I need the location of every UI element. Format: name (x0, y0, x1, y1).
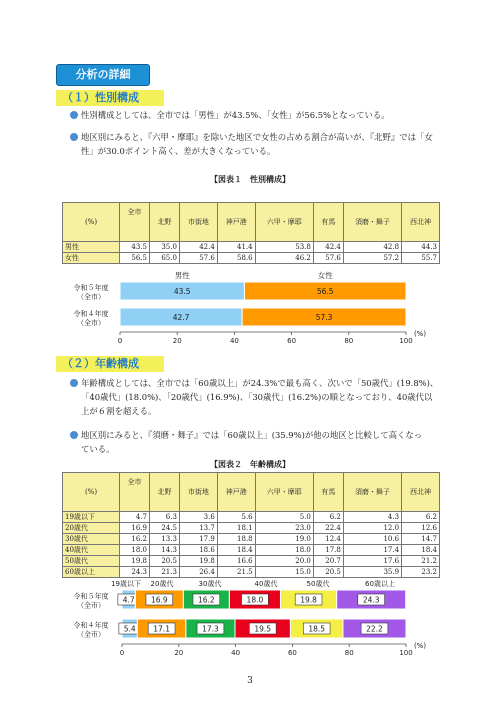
column-header: 市街地 (179, 203, 217, 242)
data-label: 43.5 (173, 287, 191, 296)
table-cell: 57.2 (343, 253, 401, 264)
data-label: 24.3 (362, 595, 380, 605)
unit-label: (%) (63, 203, 120, 242)
bullet-icon (70, 111, 78, 119)
table-cell: 18.4 (402, 545, 440, 556)
table-cell: 6.2 (313, 512, 343, 523)
table-cell: 42.8 (343, 242, 401, 253)
category-label: （全市） (77, 293, 105, 301)
column-header: 六甲・摩耶 (255, 473, 313, 512)
data-label: 42.7 (172, 313, 190, 322)
data-label: 19.8 (300, 595, 317, 605)
table-cell: 20.7 (313, 556, 343, 567)
table-cell: 18.8 (217, 534, 255, 545)
data-label: 22.2 (366, 624, 383, 634)
bullet-icon (70, 379, 78, 387)
table-cell: 5.0 (255, 512, 313, 523)
category-label: 令和５年度 (73, 592, 109, 601)
table-cell: 21.3 (149, 567, 179, 578)
table-cell: 17.4 (343, 545, 401, 556)
row-label: 30歳代 (63, 534, 120, 545)
table-cell: 4.3 (343, 512, 401, 523)
bullet-icon (70, 133, 78, 141)
category-label: 令和４年度 (73, 310, 109, 318)
x-tick-label: 20 (174, 649, 184, 656)
x-tick-label: 0 (119, 649, 125, 656)
legend-label: 20歳代 (150, 580, 174, 588)
legend-label: 60歳以上 (365, 580, 395, 588)
data-label: 16.9 (150, 595, 168, 605)
table-cell: 24.3 (120, 567, 150, 578)
table-cell: 22.4 (313, 523, 343, 534)
table-cell: 65.0 (149, 253, 179, 264)
table-row (63, 253, 440, 264)
column-header: 西北神 (402, 203, 440, 242)
table-row (63, 545, 440, 556)
table-cell: 4.7 (120, 512, 150, 523)
table-row (63, 523, 440, 534)
table-cell: 19.8 (179, 556, 217, 567)
table-cell: 13.3 (149, 534, 179, 545)
table-cell: 18.0 (255, 545, 313, 556)
table-cell: 18.0 (120, 545, 150, 556)
table-cell: 14.7 (402, 534, 440, 545)
table-cell: 6.3 (149, 512, 179, 523)
category-label: （全市） (77, 630, 105, 639)
table-cell: 5.6 (217, 512, 255, 523)
table-cell: 24.5 (149, 523, 179, 534)
figure-2-title: 【図表２ 年齢構成】 (210, 460, 290, 469)
table-cell: 23.0 (255, 523, 313, 534)
table-cell: 20.0 (255, 556, 313, 567)
row-label: 40歳代 (63, 545, 120, 556)
x-tick-label: 0 (117, 337, 123, 345)
table-cell: 14.3 (149, 545, 179, 556)
data-label: 17.1 (153, 624, 170, 634)
data-label: 17.3 (202, 624, 219, 634)
data-label: 18.0 (246, 595, 264, 605)
column-header: 西北神 (402, 473, 440, 512)
column-header: 全市 (120, 473, 150, 512)
section-title: 分析の詳細 (56, 64, 150, 86)
row-label: 20歳代 (63, 523, 120, 534)
column-header: 有馬 (313, 473, 343, 512)
table-cell: 21.5 (217, 567, 255, 578)
row-label: 女性 (63, 253, 120, 264)
page-number: 3 (247, 676, 253, 686)
table-cell: 17.6 (343, 556, 401, 567)
x-tick-label: 80 (344, 337, 354, 345)
table-cell: 16.2 (120, 534, 150, 545)
unit-label: (%) (63, 473, 120, 512)
table-cell: 19.8 (120, 556, 150, 567)
gender-bullet-2: 地区別にみると、『六甲・摩耶』を除いた地区で女性の占める割合が高いが、『北野』では「女 性」が30.0ポイント高く、差が大きくなっている。 (68, 130, 491, 158)
category-label: （全市） (77, 601, 105, 610)
legend-label: 30歳代 (198, 580, 222, 588)
column-header: 六甲・摩耶 (255, 203, 313, 242)
category-label: 令和４年度 (73, 621, 109, 630)
gender-bullet-1: 性別構成としては、全市では「男性」が43.5%、「女性」が56.5%となっている。 (68, 108, 491, 122)
table-cell: 19.0 (255, 534, 313, 545)
table-cell: 18.1 (217, 523, 255, 534)
category-label: 令和５年度 (73, 284, 109, 292)
figure-1-title: 【図表１ 性別構成】 (210, 175, 290, 184)
table-cell: 53.8 (255, 242, 313, 253)
column-header: 全市 (120, 203, 150, 242)
data-label: 4.7 (122, 595, 135, 605)
table-cell: 18.4 (217, 545, 255, 556)
table-cell: 12.0 (343, 523, 401, 534)
table-cell: 6.2 (402, 512, 440, 523)
x-tick-label: 20 (172, 337, 182, 345)
data-label: 56.5 (316, 287, 334, 296)
table-cell: 10.6 (343, 534, 401, 545)
legend-label: 男性 (174, 271, 190, 280)
column-header: 北野 (149, 203, 179, 242)
table-cell: 57.6 (179, 253, 217, 264)
data-label: 16.2 (197, 595, 215, 605)
x-tick-label: 40 (231, 649, 241, 656)
table-row (63, 242, 440, 253)
x-tick-label: 60 (287, 649, 297, 656)
column-header: 神戸港 (217, 203, 255, 242)
x-tick-label: 60 (287, 337, 297, 345)
gender-heading: （１）性別構成 (56, 90, 164, 106)
legend-label: 50歳代 (306, 580, 330, 588)
table-cell: 42.4 (179, 242, 217, 253)
table-cell: 58.6 (217, 253, 255, 264)
data-label: 5.4 (123, 624, 136, 634)
legend-label: 19歳以下 (111, 580, 141, 588)
column-header: 神戸港 (217, 473, 255, 512)
table-cell: 41.4 (217, 242, 255, 253)
gender-chart (60, 270, 440, 360)
table-cell: 13.7 (179, 523, 217, 534)
age-table (62, 472, 440, 578)
legend-label: 女性 (317, 271, 333, 280)
table-cell: 44.3 (402, 242, 440, 253)
x-axis-unit: (%) (413, 642, 427, 650)
gender-table (62, 202, 440, 264)
table-cell: 20.5 (313, 567, 343, 578)
x-axis-unit: (%) (413, 330, 427, 338)
x-tick-label: 40 (229, 337, 239, 345)
table-cell: 16.6 (217, 556, 255, 567)
row-label: 19歳以下 (63, 512, 120, 523)
data-label: 18.5 (308, 624, 326, 634)
column-header: 須磨・舞子 (343, 473, 401, 512)
table-cell: 42.4 (313, 242, 343, 253)
table-row (63, 534, 440, 545)
table-cell: 43.5 (120, 242, 150, 253)
x-tick-label: 100 (399, 337, 413, 345)
age-heading: （２）年齢構成 (56, 356, 164, 372)
table-cell: 56.5 (120, 253, 150, 264)
age-chart (60, 574, 440, 656)
table-cell: 55.7 (402, 253, 440, 264)
bullet-icon (70, 431, 78, 439)
table-cell: 20.5 (149, 556, 179, 567)
category-label: （全市） (77, 319, 105, 327)
column-header: 有馬 (313, 203, 343, 242)
data-label: 19.5 (254, 624, 272, 634)
row-label: 50歳代 (63, 556, 120, 567)
table-cell: 26.4 (179, 567, 217, 578)
table-cell: 57.6 (313, 253, 343, 264)
table-cell: 15.0 (255, 567, 313, 578)
table-cell: 17.9 (179, 534, 217, 545)
table-cell: 3.6 (179, 512, 217, 523)
table-cell: 21.2 (402, 556, 440, 567)
table-cell: 35.0 (149, 242, 179, 253)
data-label: 57.3 (315, 313, 333, 322)
age-bullet-1: 年齢構成としては、全市では「60歳以上」が24.3%で最も高く、次いで「50歳代」(19.8%)、 「40歳代」(18.0%)、「20歳代」(16.9%)、「30歳代」(16.2%)の順となっており、40歳代以 上が６割を超える。 (68, 376, 491, 418)
table-row (63, 556, 440, 567)
table-cell: 17.8 (313, 545, 343, 556)
table-cell: 12.4 (313, 534, 343, 545)
age-bullet-2: 地区別にみると、『須磨・舞子』では「60歳以上」(35.9%)が他の地区と比較して高くなっ ている。 (68, 428, 491, 456)
table-cell: 12.6 (402, 523, 440, 534)
column-header: 北野 (149, 473, 179, 512)
table-cell: 16.9 (120, 523, 150, 534)
table-cell: 23.2 (402, 567, 440, 578)
x-tick-label: 100 (399, 649, 413, 656)
table-cell: 18.6 (179, 545, 217, 556)
row-label: 男性 (63, 242, 120, 253)
table-row (63, 512, 440, 523)
legend-label: 40歳代 (254, 580, 278, 588)
table-cell: 46.2 (255, 253, 313, 264)
x-tick-label: 80 (344, 649, 354, 656)
table-cell: 35.9 (343, 567, 401, 578)
column-header: 市街地 (179, 473, 217, 512)
column-header: 須磨・舞子 (343, 203, 401, 242)
row-label: 60歳以上 (63, 567, 120, 578)
